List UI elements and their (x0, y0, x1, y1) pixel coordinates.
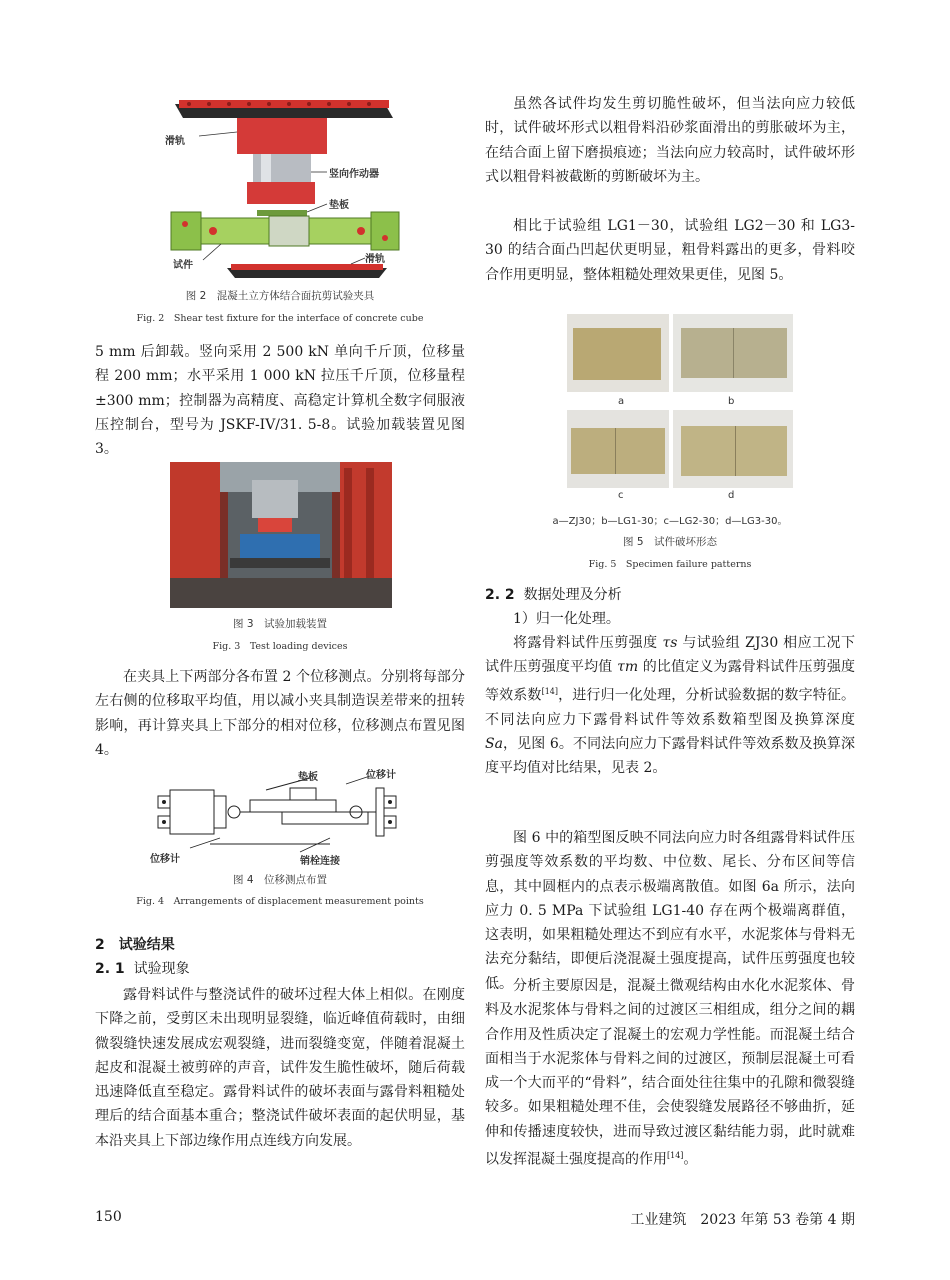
section-2-1-heading (95, 958, 190, 978)
fig5-caption-en: Fig. 5 Specimen failure patterns (588, 559, 752, 570)
specimen-photo-d (673, 410, 793, 488)
fig4-caption-cn: 图 4 位移测点布置 (232, 874, 328, 886)
right-paragraph-1: 虽然各试件均发生剪切脆性破坏，但当法向应力较低时，试件破坏形式以粗骨料沿砂浆面滑出的剪胀破坏为主，在结合面上留下磨损痕迹；当法向应力较高时，试件破坏形式以粗骨料被截断的剪断破坏为主。 (485, 96, 855, 185)
fig2-label-rail-top: 滑轨 (165, 136, 185, 147)
para3-part-c: 的比值定义为露骨料试件压剪强度等效系数 (485, 659, 855, 704)
section-2-1-number: 2. 1 (95, 961, 125, 977)
para5-part-b: 。 (683, 1151, 698, 1168)
fig3-caption-cn: 图 3 试验加载装置 (232, 618, 328, 630)
right-paragraph-5 (485, 974, 855, 1172)
para3-part-e: ，见图 6。不同法向应力下露骨料试件等效系数及换算深度平均值对比结果，见表 2。 (485, 735, 855, 777)
section-2-2-title: 数据处理及分析 (523, 587, 622, 603)
figure-5-image (567, 314, 797, 504)
fig5-legend: a—ZJ30；b—LG1-30；c—LG2-30；d—LG3-30。 (552, 516, 788, 527)
fig2-label-specimen: 试件 (173, 260, 193, 271)
fig5-label-d: d (728, 490, 735, 501)
fig4-caption-en: Fig. 4 Arrangements of displacement measurement points (136, 896, 424, 907)
fig2-label-actuator: 竖向作动器 (329, 169, 379, 180)
fig5-label-c: c (618, 490, 624, 501)
s-a: Sa (485, 735, 503, 752)
para5-part-a: 分析主要原因是，混凝土微观结构由水化水泥浆体、骨料及水泥浆体与骨料之间的过渡区三相组成，组分之间的耦合作用及性质决定了混凝土的宏观力学性能。而混凝土结合面相当于水泥浆体与骨料之间的过渡区，预制层混凝土可看成一个大而平的“骨料”，结合面处往往集中的孔隙和微裂缝较多。如果粗糙处理不佳，会使裂缝发展路径不够曲折，延伸和传播速度较快，进而导致过渡区黏结能力弱，此时就难以发挥混凝土强度提高的作用 (485, 978, 855, 1168)
section-2-2-number: 2. 2 (485, 587, 515, 603)
specimen-photo-a (567, 314, 669, 392)
fig3-caption-en: Fig. 3 Test loading devices (212, 641, 348, 652)
fig2-label-pad: 垫板 (329, 200, 349, 211)
figure-4-image (150, 766, 450, 866)
tau-m: τm (617, 659, 639, 676)
para3-part-a: 将露骨料试件压剪强度 (513, 635, 663, 651)
tau-s: τs (662, 635, 678, 651)
section-2-1-title: 试验现象 (133, 961, 190, 977)
fig5-label-b: b (728, 396, 735, 407)
para3-part-b: 与试验组 ZJ30 相应工况下试件压剪强度平均值 (485, 635, 855, 676)
specimen-photo-b (673, 314, 793, 392)
ref-14-a: [14] (541, 686, 558, 696)
right-item-1: 1）归一化处理。 (513, 611, 620, 627)
fig2-label-rail-bottom: 滑轨 (365, 254, 385, 265)
section-2-2-heading (485, 584, 622, 604)
fig5-caption-cn: 图 5 试件破坏形态 (622, 536, 718, 548)
para3-part-d: ，进行归一化处理，分析试验数据的数字特征。不同法向应力下露骨料试件等效系数箱型图及换算深度 (485, 687, 856, 728)
right-paragraph-4: 图 6 中的箱型图反映不同法向应力时各组露骨料试件压剪强度等效系数的平均数、中位数、尾长、分布区间等信息，其中圆框内的点表示极端离散值。如图 6a 所示，法向应力 0. 5 MPa 下试验组 LG1-40 存在两个极端离群值，这表明，如果粗糙处理达不到应有水平，水泥浆体与骨料无法充分黏结，即便后浇混凝土强度提高，试件压剪强度也较低。 (485, 830, 855, 992)
fig4-label-pin: 销栓连接 (300, 856, 340, 867)
fig2-caption-en: Fig. 2 Shear test fixture for the interface of concrete cube (136, 313, 424, 324)
fig2-caption-cn: 图 2 混凝土立方体结合面抗剪试验夹具 (185, 290, 375, 302)
figure-3-image (170, 462, 392, 608)
specimen-photo-c (567, 410, 669, 488)
left-paragraph-1: 5 mm 后卸载。竖向采用 2 500 kN 单向千斤顶，位移量程 200 mm；水平采用 1 000 kN 拉压千斤顶，位移量程±300 mm；控制器为高精度、高稳定计算机全数字伺服液压控制台，型号为 JSKF-IV/31. 5-8。试验加载装置见图 3。 (95, 344, 465, 458)
journal-info: 工业建筑 2023 年第 53 卷第 4 期 (630, 1212, 855, 1228)
left-paragraph-3: 露骨料试件与整浇试件的破坏过程大体上相似。在刚度下降之前，受剪区未出现明显裂缝，临近峰值荷载时，由细微裂缝快速发展成宏观裂缝，进而裂缝变宽，伴随着混凝土起皮和混凝土被剪碎的声音，试件发生脆性破坏，随后荷载迅速降低直至稳定。露骨料试件的破坏表面与露骨料粗糙处理后的结合面基本重合；整浇试件破坏表面的起伏明显，基本沿夹具上下部边缘作用点连线方向发展。 (95, 987, 465, 1149)
section-2-heading: 2 试验结果 (95, 937, 175, 953)
ref-14-b: [14] (667, 1151, 684, 1161)
fig5-label-a: a (618, 396, 625, 407)
fig4-label-disp-bottom: 位移计 (150, 854, 180, 865)
figure-2-image (165, 92, 405, 282)
left-paragraph-2: 在夹具上下两部分各布置 2 个位移测点。分别将每部分左右侧的位移取平均值，用以减小夹具制造误差带来的扭转影响，再计算夹具上下部分的相对位移，位移测点布置见图 4。 (95, 669, 465, 758)
right-paragraph-3 (485, 631, 855, 780)
page-number: 150 (95, 1209, 122, 1225)
right-paragraph-2: 相比于试验组 LG1－30，试验组 LG2－30 和 LG3-30 的结合面凸凹起伏更明显，粗骨料露出的更多，骨料咬合作用更明显，整体粗糙处理效果更佳，见图 5。 (485, 218, 855, 283)
fig4-label-disp-top: 位移计 (366, 770, 396, 781)
fig4-label-pad: 垫板 (298, 772, 318, 783)
